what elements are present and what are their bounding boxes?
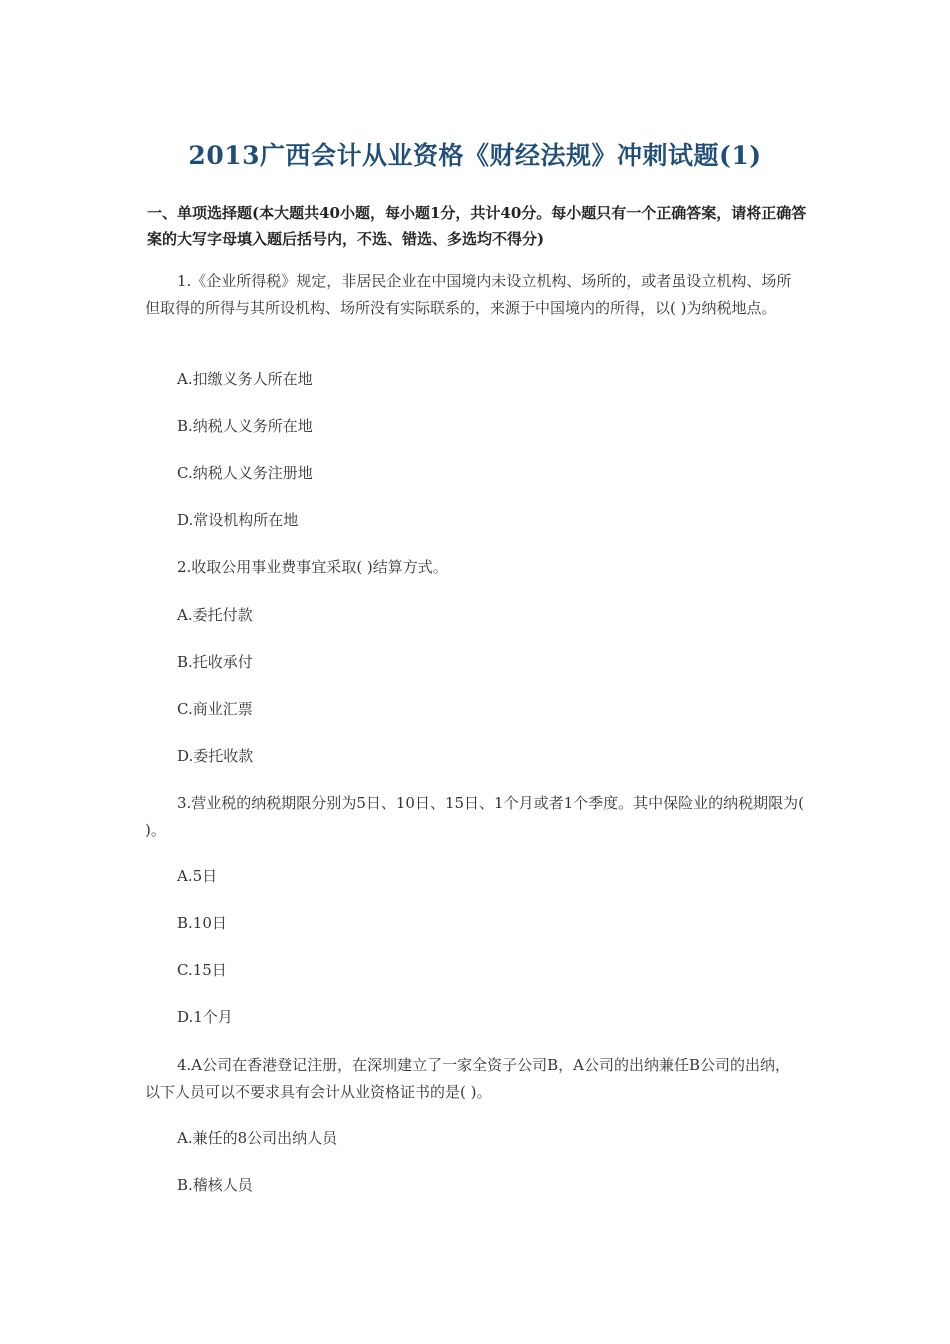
document-title: 2013广西会计从业资格《财经法规》冲刺试题(1): [188, 141, 762, 170]
question-3-stem: 3.营业税的纳税期限分别为5日、10日、15日、1个月或者1个季度。其中保险业的纳税期限为( )。: [145, 794, 804, 839]
question-4-stem: 4.A公司在香港登记注册，在深圳建立了一家全资子公司B，A公司的出纳兼任B公司的出纳，以下人员可以不要求具有会计从业资格证书的是( )。: [145, 1056, 791, 1101]
question-1-option-d: D.常设机构所在地: [177, 511, 299, 529]
question-1-stem: 1.《企业所得税》规定，非居民企业在中国境内未设立机构、场所的，或者虽设立机构、场所但取得的所得与其所设机构、场所没有实际联系的，来源于中国境内的所得，以( )为纳税地点。: [145, 272, 792, 317]
question-3-option-c: C.15日: [177, 961, 227, 979]
question-2-option-a: A.委托付款: [177, 606, 253, 624]
question-3-option-d: D.1个月: [177, 1008, 233, 1026]
question-2-option-c: C.商业汇票: [177, 700, 253, 718]
question-1-option-c: C.纳税人义务注册地: [177, 464, 313, 482]
question-3-option-a: A.5日: [177, 867, 218, 885]
question-2-option-d: D.委托收款: [177, 747, 254, 765]
question-2-stem: 2.收取公用事业费事宜采取( )结算方式。: [177, 558, 448, 576]
question-2-option-b: B.托收承付: [177, 653, 253, 671]
question-3-option-b: B.10日: [177, 914, 227, 932]
question-1-option-b: B.纳税人义务所在地: [177, 417, 313, 435]
question-4-option-a: A.兼任的8公司出纳人员: [177, 1129, 338, 1147]
section-heading: 一、单项选择题(本大题共40小题，每小题1分，共计40分。每小题只有一个正确答案，请将正确答案的大写字母填入题后括号内，不选、错选、多选均不得分): [147, 204, 807, 248]
question-1-option-a: A.扣缴义务人所在地: [177, 370, 313, 388]
question-4-option-b: B.稽核人员: [177, 1176, 253, 1194]
